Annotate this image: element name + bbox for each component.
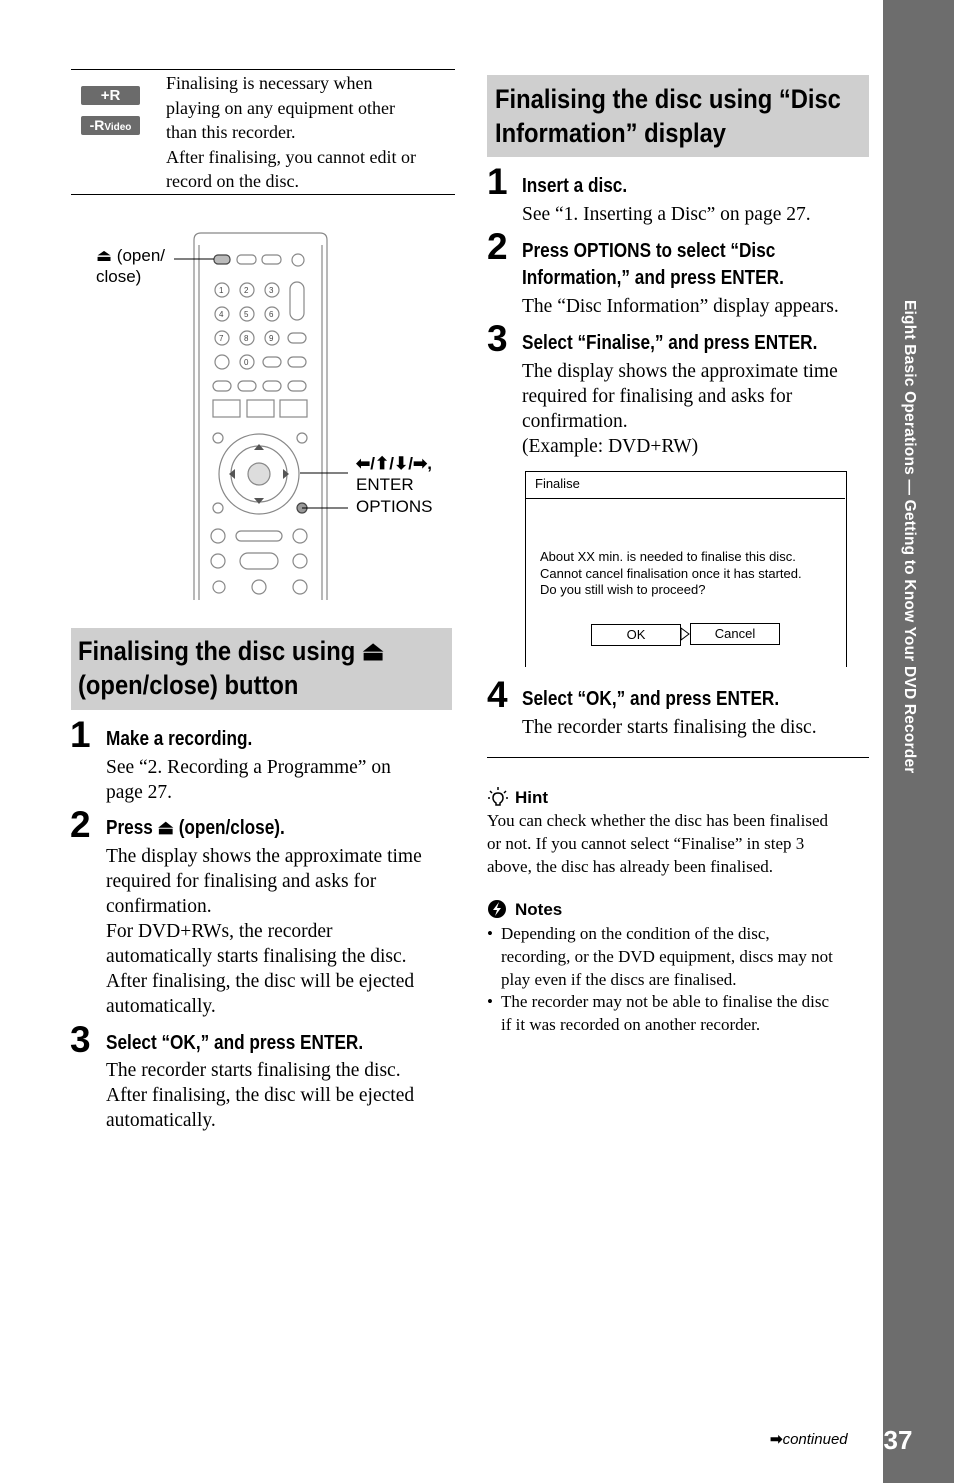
eject-icon: ⏏	[157, 817, 174, 839]
svg-text:2: 2	[244, 286, 249, 295]
options-label: OPTIONS	[356, 497, 433, 516]
step-text: page 27.	[106, 782, 173, 803]
arrow-right-icon: ➡	[412, 454, 428, 473]
table-bottom-rule	[71, 194, 455, 195]
dialog-cancel-button[interactable]: Cancel	[690, 623, 780, 645]
dialog-message: About XX min. is needed to finalise this disc.	[540, 549, 796, 564]
hint-title: Hint	[515, 788, 549, 807]
step-text: After finalising, the disc will be ejected	[106, 1085, 415, 1106]
arrow-down-icon: ⬇	[393, 454, 409, 473]
notes-title: Notes	[515, 900, 563, 919]
section-info-title-2: Information” display	[495, 118, 727, 148]
remote-control-illustration	[0, 225, 470, 605]
section-info-title-1: Finalising the disc using “Disc	[495, 84, 841, 114]
step-text: After finalising, the disc will be ejected	[106, 971, 415, 992]
dialog-ok-button[interactable]: OK	[591, 624, 681, 646]
svg-text:5: 5	[244, 310, 249, 319]
svg-text:0: 0	[244, 358, 249, 367]
eject-icon: ⏏	[96, 246, 113, 265]
note-text: if it was recorded on another recorder.	[501, 1015, 761, 1034]
step-text: automatically starts finalising the disc.	[106, 946, 407, 967]
badge-minus-r-video: -RVideo	[81, 116, 140, 135]
section-eject-title-1: Finalising the disc using ⏏	[78, 636, 385, 666]
step-heading: Press ⏏ (open/close).	[106, 817, 285, 839]
step-heading: Select “Finalise,” and press ENTER.	[522, 332, 818, 354]
svg-text:4: 4	[219, 310, 224, 319]
eject-callout-label: ⏏ (open/	[96, 246, 165, 265]
step-text: automatically.	[106, 1110, 216, 1131]
svg-text:3: 3	[269, 286, 274, 295]
dialog-title-divider	[525, 498, 845, 499]
svg-text:6: 6	[269, 310, 274, 319]
svg-text:8: 8	[244, 334, 249, 343]
dialog-message: Cannot cancel finalisation once it has started.	[540, 566, 802, 581]
svg-text:7: 7	[219, 334, 224, 343]
side-tab-text: Eight Basic Operations — Getting to Know Your DVD Recorder	[901, 300, 918, 774]
step-heading: Make a recording.	[106, 728, 253, 750]
step-text: For DVD+RWs, the recorder	[106, 921, 333, 942]
note-text: The recorder may not be able to finalise the disc	[501, 992, 830, 1011]
step-number: 4	[487, 674, 508, 715]
eject-icon: ⏏	[361, 636, 385, 666]
hint-text: above, the disc has already been finalised.	[487, 857, 774, 876]
table-text: Finalising is necessary when playing on any equipment other than this recorder. After finalising, you cannot edit or record on the disc.	[166, 73, 416, 191]
continued-label: ➡continued	[770, 1431, 848, 1448]
note-bullet-mark: •	[487, 992, 493, 1011]
step-text: The recorder starts finalising the disc.	[106, 1060, 401, 1081]
step-number: 3	[70, 1019, 91, 1060]
arrow-right-icon: ➡	[770, 1431, 783, 1448]
eject-callout-label-2: close)	[96, 267, 142, 286]
step-text: The recorder starts finalising the disc.	[522, 717, 817, 738]
step-number: 3	[487, 318, 508, 359]
step-text: See “2. Recording a Programme” on	[106, 757, 391, 778]
hint-text: You can check whether the disc has been finalised	[487, 811, 828, 830]
hint-divider	[487, 757, 869, 758]
step-text: required for finalising and asks for	[522, 386, 793, 407]
step-text: The display shows the approximate time	[106, 846, 422, 867]
step-number: 1	[487, 161, 508, 202]
table-top-rule	[71, 69, 455, 70]
step-heading: Select “OK,” and press ENTER.	[522, 688, 780, 710]
step-text: (Example: DVD+RW)	[522, 436, 699, 457]
step-heading: Select “OK,” and press ENTER.	[106, 1032, 364, 1054]
dialog-title: Finalise	[535, 476, 580, 491]
step-heading: Information,” and press ENTER.	[522, 267, 784, 289]
badge-plus-r: +R	[81, 86, 140, 105]
step-text: automatically.	[106, 996, 216, 1017]
note-text: recording, or the DVD equipment, discs may not	[501, 947, 833, 966]
hint-text: or not. If you cannot select “Finalise” in step 3	[487, 834, 805, 853]
side-tab	[883, 0, 954, 1483]
step-heading: Press OPTIONS to select “Disc	[522, 240, 776, 262]
svg-text:9: 9	[269, 334, 274, 343]
arrow-keys-label: ⬅/⬆/⬇/➡,	[356, 454, 432, 473]
arrow-left-icon: ⬅	[356, 454, 371, 473]
enter-label: ENTER	[356, 475, 414, 494]
note-bullet-mark: •	[487, 924, 493, 943]
step-text: The “Disc Information” display appears.	[522, 296, 839, 317]
step-text: confirmation.	[522, 411, 628, 432]
page-number: 37	[883, 1425, 913, 1455]
step-text: required for finalising and asks for	[106, 871, 377, 892]
step-number: 1	[70, 714, 91, 755]
notes-icon	[487, 899, 509, 921]
step-number: 2	[70, 804, 91, 845]
step-number: 2	[487, 226, 508, 267]
dialog-message: Do you still wish to proceed?	[540, 582, 706, 597]
note-text: play even if the discs are finalised.	[501, 970, 737, 989]
step-text: The display shows the approximate time	[522, 361, 838, 382]
arrow-up-icon: ⬆	[374, 454, 390, 473]
note-text: Depending on the condition of the disc,	[501, 924, 770, 943]
svg-text:1: 1	[219, 286, 224, 295]
step-text: See “1. Inserting a Disc” on page 27.	[522, 204, 811, 225]
hint-bulb-icon	[487, 786, 509, 808]
step-heading: Insert a disc.	[522, 175, 628, 197]
section-eject-title-2: (open/close) button	[78, 670, 299, 700]
step-text: confirmation.	[106, 896, 212, 917]
